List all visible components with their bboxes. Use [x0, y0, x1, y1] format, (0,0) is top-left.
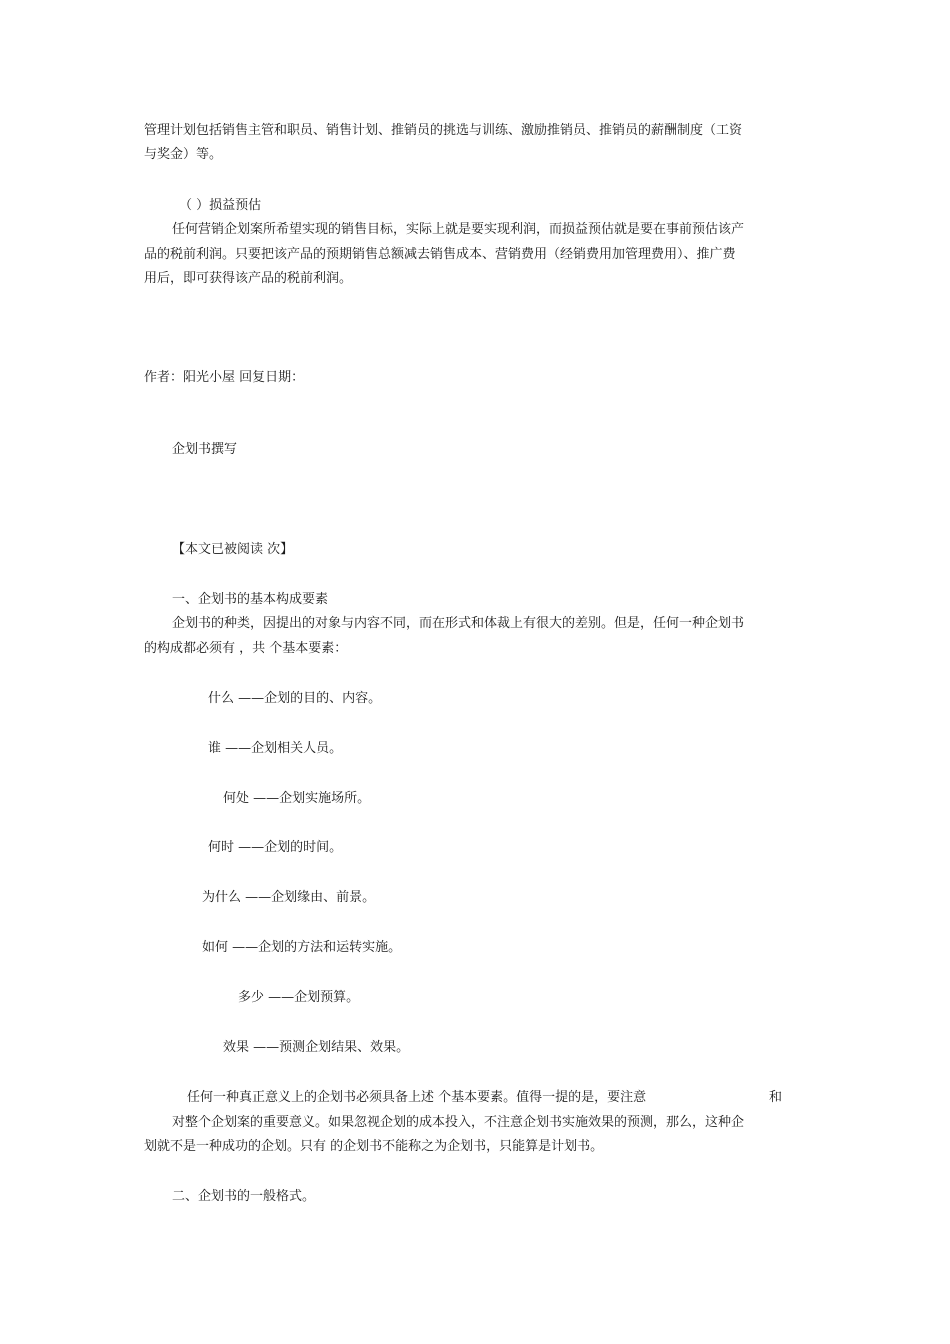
paragraph-management-line-1: 管理计划包括销售主管和职员、销售计划、推销员的挑选与训练、激励推销员、推销员的薪酬制度（工资 [144, 123, 743, 138]
article-title: 企划书撰写 [172, 442, 238, 457]
element-who: 谁 ——企划相关人员。 [208, 741, 343, 756]
element-effect: 效果 ——预测企划结果、效果。 [223, 1040, 410, 1055]
section-1-intro-line-2: 的构成都必须有 ，共 个基本要素： [144, 641, 348, 656]
read-count: 【本文已被阅读 次】 [172, 542, 294, 557]
section-1-heading: 一、企划书的基本构成要素 [172, 592, 329, 607]
section-2-heading: 二、企划书的一般格式。 [172, 1189, 316, 1204]
element-where: 何处 ——企划实施场所。 [223, 791, 371, 806]
section-profit-line-3: 用后，即可获得该产品的税前利润。 [144, 271, 353, 286]
element-how: 如何 ——企划的方法和运转实施。 [202, 940, 402, 955]
summary-line-1: 任何一种真正意义上的企划书必须具备上述 个基本要素。值得一提的是，要注意 [187, 1090, 647, 1105]
element-when: 何时 ——企划的时间。 [208, 840, 343, 855]
element-why: 为什么 ——企划缘由、前景。 [202, 890, 376, 905]
section-profit-line-1: 任何营销企划案所希望实现的销售目标，实际上就是要实现利润，而损益预估就是要在事前预估该产 [172, 222, 745, 237]
element-how-much: 多少 ——企划预算。 [238, 990, 360, 1005]
element-what: 什么 ——企划的目的、内容。 [208, 691, 382, 706]
section-1-intro-line-1: 企划书的种类，因提出的对象与内容不同，而在形式和体裁上有很大的差别。但是，任何一种企划书 [172, 616, 745, 631]
summary-line-1-tail: 和 [769, 1090, 783, 1105]
paragraph-management-line-2: 与奖金）等。 [144, 147, 223, 162]
section-profit-line-2: 品的税前利润。只要把该产品的预期销售总额减去销售成本、营销费用（经销费用加管理费用）、推广费 [144, 247, 736, 262]
summary-line-3: 划就不是一种成功的企划。只有 的企划书不能称之为企划书，只能算是计划书。 [144, 1139, 604, 1154]
author-line: 作者：阳光小屋 回复日期： [144, 370, 305, 385]
summary-line-2: 对整个企划案的重要意义。如果忽视企划的成本投入，不注意企划书实施效果的预测，那么，这种企 [172, 1115, 745, 1130]
section-profit-heading: （ ）损益预估 [179, 198, 262, 213]
